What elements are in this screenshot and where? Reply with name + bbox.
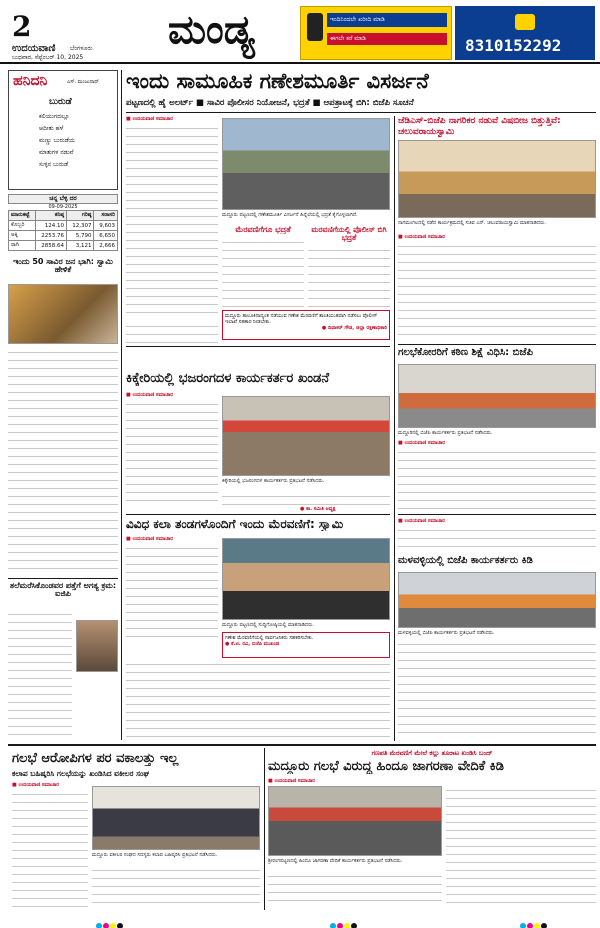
registration-marks-right <box>520 914 548 928</box>
lead-caption: ಮದ್ದೂರು ಪಟ್ಟಣದಲ್ಲಿ ಗಣೇಶಮೂರ್ತಿ ವಿಸರ್ಜನೆ ಹಿನ್ನೆಲೆಯಲ್ಲಿ ಭದ್ರತೆ ಕೈಗೊಳ್ಳಲಾಗಿದೆ. <box>222 212 358 218</box>
center-low-notice-credit: ● ಕೆ.ಟಿ. ರವಿ, ಬಿಜೆಪಿ ಮುಖಂಡ <box>225 641 280 647</box>
market-header: ಗರಿಷ್ಠ <box>67 211 94 221</box>
paper-name: ಉದಯವಾಣಿ <box>12 43 56 54</box>
market-table <box>8 194 118 254</box>
column-rule-right <box>394 116 395 741</box>
center-low-byline: ■ ಉದಯವಾಣಿ ಸಮಾಚಾರ <box>126 536 173 542</box>
bottom-right-byline: ■ ಉದಯವಾಣಿ ಸಮಾಚಾರ <box>268 778 315 784</box>
bottom-right-kicker: ಗಣಪತಿ ಮೆರವಣಿಗೆ ಮೇಲೆ ಕಲ್ಲು ತೂರಾಟ ಖಂಡಿಸಿ ಬಂದ್ <box>371 750 493 757</box>
left-story1-photo <box>8 284 118 344</box>
lower-right-byline: ■ ಉದಯವಾಣಿ ಸಮಾಚಾರ <box>398 518 445 524</box>
lead-notice-text: ಮದ್ದೂರು ತಾಲೂಕಿನಾದ್ಯಂತ ನಡೆಯುವ ಗಣೇಶ ಮೆರವಣಿಗೆ ಶಾಂತಿಯುತವಾಗಿ ನಡೆಸಲು ಪೊಲೀಸ್ ಇಲಾಖೆ ಸಹಕಾರ ನೀಡಬೇಕು. <box>225 313 378 325</box>
right-top-body <box>398 242 596 342</box>
table-row <box>9 231 118 241</box>
market-cell: 2858.64 <box>35 241 66 251</box>
lead-col1 <box>126 124 218 320</box>
center-low-headline: ವಿವಿಧ ಕಲಾ ತಂಡಗಳೊಂದಿಗೆ ಇಂದು ಮೆರವಣಿಗೆ: ಸ್ವಾಮಿ <box>126 518 344 531</box>
center-mid-photo <box>222 396 390 476</box>
bottom-left-subhead: ಕಲಾಪ ಬಹಿಷ್ಕರಿಸಿ ಗಲಭೆಯನ್ನು ಖಂಡಿಸಿದ ವಕೀಲರ ಸಂಘ <box>12 770 150 778</box>
lower-right-caption: ಮಳವಳ್ಳಿಯಲ್ಲಿ ಬಿಜೆಪಿ ಕಾರ್ಯಕರ್ತರು ಪ್ರತಿಭಟನೆ ನಡೆಸಿದರು. <box>398 630 495 636</box>
registration-marks-left <box>96 914 124 928</box>
lead-box1-headline: ಮೆರವಣಿಗೆಗೂ ಭದ್ರತೆ <box>235 226 291 234</box>
market-cell: 9,603 <box>94 221 118 231</box>
lead-box2-body <box>308 246 390 308</box>
center-low-notice <box>222 632 390 658</box>
center-mid-col2 <box>222 492 390 506</box>
lower-right-body-top <box>398 526 596 550</box>
center-rule-1 <box>126 346 390 347</box>
table-row <box>9 221 118 231</box>
market-header: ಸರಾಸರಿ <box>94 211 118 221</box>
right-top-headline: ಜೆಡಿಎಸ್-ಬಿಜೆಪಿ ನಾಗರಿಕರ ನಡುವೆ ವಿಷಬೀಜ ಬಿತ್ತುತ್ತಿವೆ: ಚಲುವರಾಯಸ್ವಾಮಿ <box>398 116 561 137</box>
lead-box2-headline: ಮರವಣಿಗೆಯಲ್ಲಿ ಪೊಲೀಸ್ ಬಿಗಿ ಭದ್ರತೆ <box>311 226 387 242</box>
center-mid-byline: ■ ಉದಯವಾಣಿ ಸಮಾಚಾರ <box>126 392 173 398</box>
column-rule-left <box>121 70 122 740</box>
ad-tag2: ಈಗಲೇ ಕರೆ ಮಾಡಿ <box>327 33 447 45</box>
poem-line: ಕಲಿಯುಗದಲ್ಲೂ <box>39 113 70 120</box>
ad-banner-2 <box>455 6 595 60</box>
center-mid-col1 <box>126 400 218 506</box>
lead-byline: ■ ಉದಯವಾಣಿ ಸಮಾಚಾರ <box>126 116 173 122</box>
market-cell: ರಾಗಿ <box>9 241 36 251</box>
bottom-left-col1 <box>12 790 88 908</box>
hanidani-byline: ಎಸ್. ಮಂಜುನಾಥ್ <box>67 79 99 85</box>
bottom-right-col1 <box>268 872 442 908</box>
edition: ಬೆಂಗಳೂರು <box>70 45 93 52</box>
right-rule-2 <box>398 514 596 515</box>
lower-right-body <box>398 640 596 740</box>
poem-line: ಸುಳ್ಳಿನ ಬುರುಡೆ <box>39 161 69 168</box>
market-cell: ಕೊಬ್ಬರಿ <box>9 221 36 231</box>
table-row <box>9 241 118 251</box>
center-low-col2 <box>126 660 390 740</box>
bottom-right-headline: ಮದ್ದೂರು ಗಲಭೆ ವಿರುದ್ಧ ಹಿಂದೂ ಜಾಗರಣಾ ವೇದಿಕೆ ಕಿಡಿ <box>268 760 504 774</box>
bottom-left-byline: ■ ಉದಯವಾಣಿ ಸಮಾಚಾರ <box>12 782 59 788</box>
bottom-left-photo <box>92 786 260 850</box>
market-header: ಮಾರುಕಟ್ಟೆ <box>9 211 36 221</box>
hanidani-box <box>8 70 118 190</box>
market-title: ಚಿನ್ನ ಬೆಳ್ಳಿ ದರ <box>8 194 118 204</box>
mid-right-byline: ■ ಉದಯವಾಣಿ ಸಮಾಚಾರ <box>398 440 445 446</box>
market-table-grid <box>8 210 118 251</box>
ad-tag1: ಇಂದಿನಿಂದಲೇ ಖರೀದಿ ಮಾಡಿ <box>327 13 447 27</box>
market-cell: 2,666 <box>94 241 118 251</box>
market-cell: 2253.76 <box>35 231 66 241</box>
bottom-right-photo <box>268 786 442 856</box>
market-cell: 5,790 <box>67 231 94 241</box>
bottom-left-col2 <box>92 866 260 908</box>
mid-right-photo <box>398 364 596 428</box>
center-low-caption: ಮದ್ದೂರು ಪಟ್ಟಣದಲ್ಲಿ ಸುದ್ದಿಗೋಷ್ಠಿಯಲ್ಲಿ ಮಾತನಾಡಿದರು. <box>222 622 314 628</box>
center-low-notice-text: ಗಣೇಶ ಮೆರವಣಿಗೆಯಲ್ಲಿ ಸಾರ್ವಜನಿಕರು ಸಹಕರಿಸಬೇಕು. <box>225 635 314 641</box>
market-cell: 124.10 <box>35 221 66 231</box>
bottom-column-rule <box>264 748 265 910</box>
right-top-byline: ■ ಉದಯವಾಣಿ ಸಮಾಚಾರ <box>398 234 445 240</box>
lead-headline: ಇಂದು ಸಾಮೂಹಿಕ ಗಣೇಶಮೂರ್ತಿ ವಿಸರ್ಜನೆ <box>126 70 429 93</box>
mid-right-body <box>398 448 596 512</box>
hanidani-title: ಹನಿದನಿ <box>13 73 48 89</box>
market-cell: 12,307 <box>67 221 94 231</box>
lead-subhead: ಪಟ್ಟಣದಲ್ಲಿ ಹೈ ಅಲರ್ಟ್ ■ ಸಾವಿರ ಪೊಲೀಸರ ನಿಯೋಜನೆ, ಭದ್ರತೆ ■ ಆಪತ್ರಾಟಕ್ಕೆ ಬಿಗಿ: ಬಿಜೆಪಿ ಸೂಚನೆ <box>126 99 414 108</box>
lead-rule <box>126 112 596 113</box>
market-cell: 6,650 <box>94 231 118 241</box>
section-title: ಮಂಡ್ಯ <box>168 6 255 53</box>
bottom-rule <box>8 744 596 746</box>
poem-line: ಆದೀತು ಹಳೆ <box>39 125 64 132</box>
masthead <box>0 0 600 64</box>
bottom-right-col2 <box>446 786 596 908</box>
mid-right-caption: ಮದ್ದೂರಿನಲ್ಲಿ ಬಿಜೆಪಿ ಕಾರ್ಯಕರ್ತರು ಪ್ರತಿಭಟನೆ ನಡೆಸಿದರು. <box>398 430 493 436</box>
right-top-caption: ನಾಗಮಂಗಲದಲ್ಲಿ ನಡೆದ ಕಾರ್ಯಕ್ರಮದಲ್ಲಿ ಸಚಿವ ಎನ್. ಚಲುವರಾಯಸ್ವಾಮಿ ಮಾತನಾಡಿದರು. <box>398 220 546 226</box>
poem-line: ಮಾತುಗಳ ನಡುವೆ <box>39 149 74 156</box>
market-cell: ಅಕ್ಕಿ <box>9 231 36 241</box>
lead-photo <box>222 118 390 210</box>
center-rule-2 <box>126 514 390 515</box>
right-rule-1 <box>398 344 596 345</box>
lower-right-photo <box>398 572 596 628</box>
center-low-col1 <box>126 544 218 644</box>
market-cell: 3,121 <box>67 241 94 251</box>
poem-title: ಬುರುಡೆ <box>49 97 72 107</box>
ad-phone-icon-2 <box>515 14 535 30</box>
center-low-photo <box>222 538 390 620</box>
bottom-left-headline: ಗಲಭೆ ಆರೋಪಿಗಳ ಪರ ವಕಾಲತ್ತು ಇಲ್ಲ <box>12 752 179 766</box>
page-number: 2 <box>12 10 32 43</box>
left-story1-body <box>8 348 118 572</box>
left-story2-photo <box>76 620 118 672</box>
ad-phone-number: 8310152292 <box>465 36 562 55</box>
center-mid-credit: ● ಕಾ. ಸಮಿತಿ ಅಧ್ಯಕ್ಷ <box>300 506 336 512</box>
bottom-right-caption: ಶ್ರೀರಂಗಪಟ್ಟಣದಲ್ಲಿ ಹಿಂದೂ ಜಾಗರಣಾ ವೇದಿಕೆ ಕಾರ್ಯಕರ್ತರು ಪ್ರತಿಭಟನೆ ನಡೆಸಿದರು. <box>268 858 403 864</box>
market-date: 09-09-2025 <box>48 204 78 210</box>
lead-notice <box>222 310 390 340</box>
market-header: ಕನಿಷ್ಠ <box>35 211 66 221</box>
mid-right-headline: ಗಲಭೆಕೋರರಿಗೆ ಕಠಿಣ ಶಿಕ್ಷೆ ವಿಧಿಸಿ: ಬಿಜೆಪಿ <box>398 348 533 358</box>
left-divider <box>8 578 118 579</box>
ad-phone-icon <box>307 13 323 41</box>
lead-notice-credit: ● ದಿವಾಕರ್ ಗೌಡ, ಜಿಲ್ಲಾ ರಕ್ಷಣಾಧಿಕಾರಿ <box>321 325 387 331</box>
ad-banner <box>300 6 452 60</box>
registration-marks-center <box>330 914 358 928</box>
left-story1-headline: ಇಂದು 50 ಸಾವಿರ ಜನ ಭಾಗಿ: ಸ್ವಾಮಿ ಹೇಳಿಕೆ <box>13 258 113 275</box>
poem-line: ಮಣ್ಣು ಬುರುಡೆಯ <box>39 137 75 144</box>
date-line: ಬುಧವಾರ, ಸೆಪ್ಟೆಂಬರ್ 10, 2025 <box>12 54 84 61</box>
bottom-left-caption: ಮದ್ದೂರು ವಕೀಲರ ಸಂಘದ ಸದಸ್ಯರು ಕಲಾಪ ಬಹಿಷ್ಕರಿಸಿ ಪ್ರತಿಭಟನೆ ನಡೆಸಿದರು. <box>92 852 218 858</box>
lead-box1-body <box>222 238 304 308</box>
left-story2-headline: ತಲೆಮರೆಸಿಕೊಂಡವರ ಪತ್ತೆಗೆ ಅಗತ್ಯ ಕ್ರಮ: ಐಜಿಪಿ <box>9 582 117 599</box>
right-top-photo <box>398 140 596 218</box>
left-story2-body <box>8 610 72 740</box>
center-mid-headline: ಕಿಕ್ಕೇರಿಯಲ್ಲಿ ಭಜರಂಗದಳ ಕಾರ್ಯಕರ್ತರ ಖಂಡನೆ <box>126 372 330 386</box>
lead-col1-cont <box>126 322 218 344</box>
lower-right-headline: ಮಳವಳ್ಳಿಯಲ್ಲಿ ಬಿಜೆಪಿ ಕಾರ್ಯಕರ್ತರು ಕಿಡಿ <box>398 556 533 566</box>
center-mid-caption: ಕಿಕ್ಕೇರಿಯಲ್ಲಿ ಭಜರಂಗದಳ ಕಾರ್ಯಕರ್ತರು ಪ್ರತಿಭಟನೆ ನಡೆಸಿದರು. <box>222 478 325 484</box>
